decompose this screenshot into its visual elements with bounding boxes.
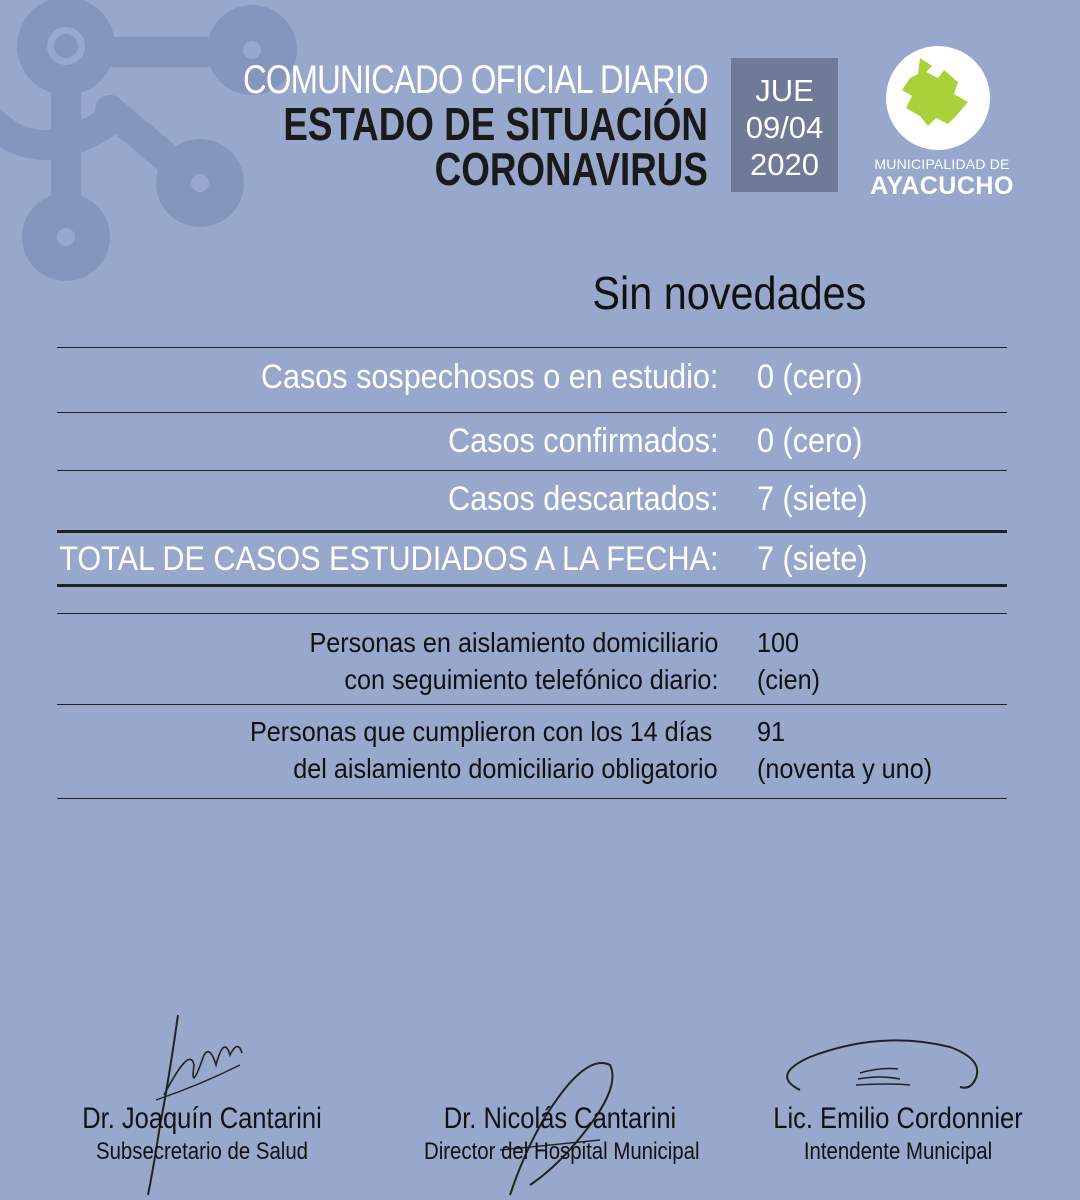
- divider: [57, 798, 1007, 799]
- status-heading: Sin novedades: [592, 267, 866, 319]
- divider: [57, 470, 1007, 471]
- date-year: 2020: [750, 147, 819, 182]
- date-day: JUE: [755, 73, 814, 108]
- divider: [57, 613, 1007, 614]
- logo-text-line1: MUNICIPALIDAD DE: [874, 156, 1010, 172]
- signature-block-2: [400, 1102, 720, 1166]
- isolation-label-line1: Personas en aislamiento domiciliario: [308, 627, 718, 658]
- completed-isolation-value: [757, 713, 932, 787]
- signer-role: Intendente Municipal: [803, 1138, 993, 1165]
- isolation-value-number: 100: [757, 627, 800, 658]
- divider: [57, 412, 1007, 413]
- divider: [57, 704, 1007, 705]
- isolation-value-words: (cien): [757, 664, 821, 695]
- total-cases-label: TOTAL DE CASOS ESTUDIADOS A LA FECHA:: [58, 540, 718, 578]
- date-daymonth: 09/04: [745, 110, 824, 145]
- completed-isolation-label-line2: del aislamiento domiciliario obligatorio: [293, 753, 718, 784]
- header-title-line2: CORONAVIRUS: [434, 143, 708, 195]
- signer-role: Director del Hospital Municipal: [424, 1138, 700, 1165]
- total-cases-value: 7 (siete): [757, 540, 868, 578]
- date-box: [731, 58, 838, 192]
- divider: [57, 530, 1007, 533]
- header-title: [141, 58, 708, 195]
- header-title-line1: ESTADO DE SITUACIÓN: [283, 98, 708, 150]
- signer-role: Subsecretario de Salud: [95, 1138, 309, 1165]
- completed-isolation-value-number: 91: [757, 716, 786, 747]
- logo-text-line2: AYACUCHO: [870, 172, 1014, 200]
- discarded-cases-label: Casos descartados:: [447, 480, 718, 518]
- confirmed-cases-value: 0 (cero): [757, 422, 863, 460]
- signer-name: Lic. Emilio Cordonnier: [773, 1102, 1023, 1135]
- completed-isolation-label-line1: Personas que cumplieron con los 14 días: [250, 716, 713, 747]
- isolation-label-line2: con seguimiento telefónico diario:: [343, 664, 718, 695]
- signer-name: Dr. Joaquín Cantarini: [82, 1102, 322, 1135]
- isolation-value: [757, 624, 820, 698]
- ayacucho-map-icon: [898, 56, 978, 140]
- discarded-cases-value: 7 (siete): [757, 480, 868, 518]
- logo-circle: [886, 46, 990, 150]
- suspected-cases-label: Casos sospechosos o en estudio:: [260, 358, 718, 396]
- divider: [57, 584, 1007, 587]
- isolation-label: [309, 624, 718, 698]
- completed-isolation-label: [250, 713, 718, 787]
- signature-block-3: [748, 1102, 1048, 1166]
- signer-name: Dr. Nicolás Cantarini: [443, 1102, 677, 1135]
- confirmed-cases-label: Casos confirmados:: [447, 422, 718, 460]
- completed-isolation-value-words: (noventa y uno): [757, 753, 933, 784]
- header-subtitle: COMUNICADO OFICIAL DIARIO: [243, 58, 708, 102]
- suspected-cases-value: 0 (cero): [757, 358, 863, 396]
- signature-block-1: [52, 1102, 352, 1166]
- signature-scribble-3: [770, 1035, 990, 1105]
- divider: [57, 347, 1007, 348]
